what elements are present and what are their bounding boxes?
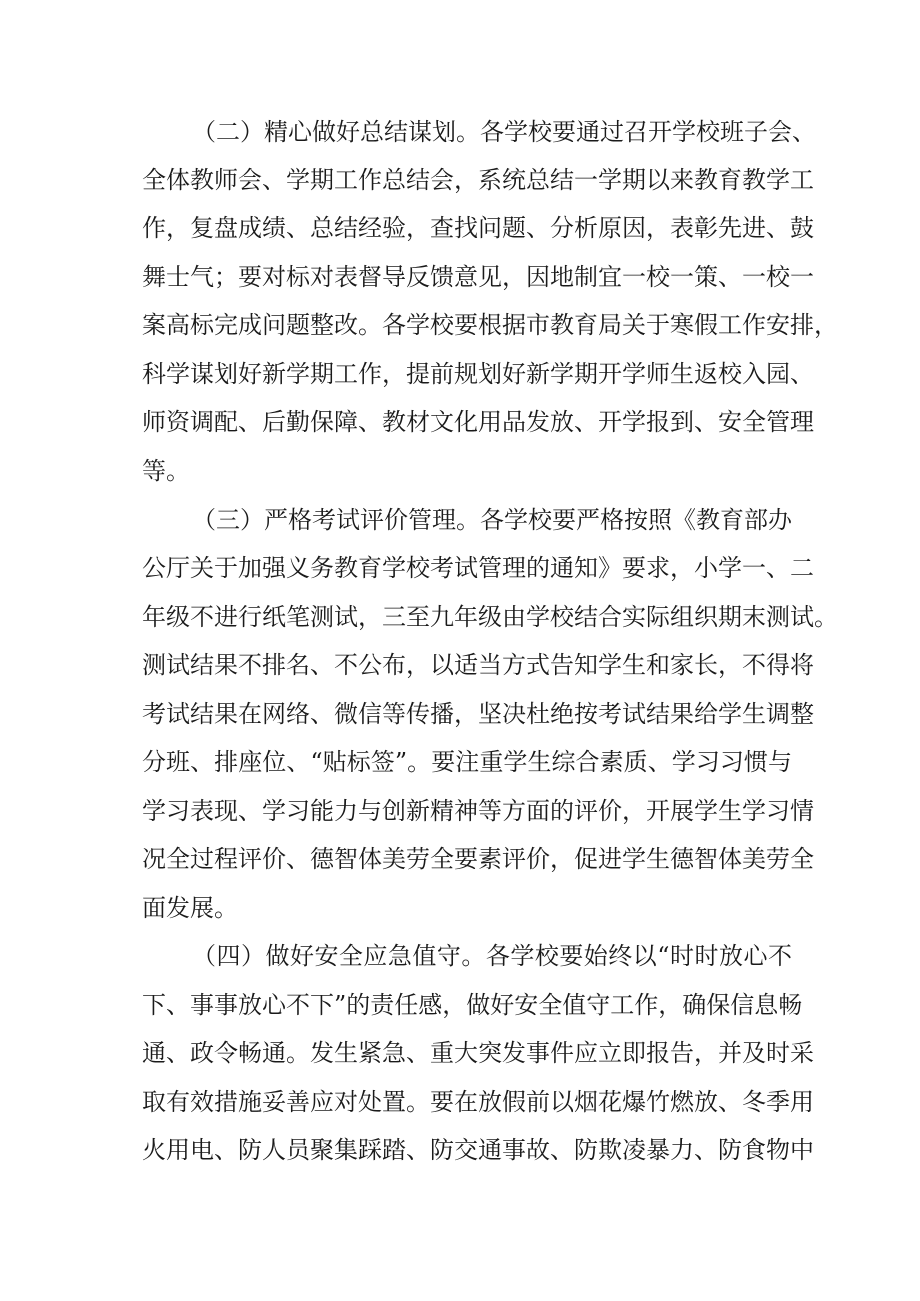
para-3-line-6: 分班、排座位、“贴标签”。要注重学生综合素质、学习习惯与: [142, 748, 792, 776]
para-2-line-6: 科学谋划好新学期工作，提前规划好新学期开学师生返校入园、: [142, 360, 814, 388]
para-3-line-9: 面发展。: [142, 894, 238, 922]
para-3-line-7: 学习表现、学习能力与创新精神等方面的评价，开展学生学习情: [142, 797, 814, 825]
para-3-line-5: 考试结果在网络、微信等传播，坚决杜绝按考试结果给学生调整: [142, 700, 814, 728]
para-4-line-4: 取有效措施妥善应对处置。要在放假前以烟花爆竹燃放、冬季用: [142, 1088, 814, 1116]
para-2-line-1: （二）精心做好总结谋划。各学校要通过召开学校班子会、: [192, 118, 816, 146]
para-3-line-3: 年级不进行纸笔测试，三至九年级由学校结合实际组织期末测试。: [142, 603, 838, 631]
para-3-line-4: 测试结果不排名、不公布，以适当方式告知学生和家长，不得将: [142, 651, 814, 679]
para-3-line-8: 况全过程评价、德智体美劳全要素评价，促进学生德智体美劳全: [142, 845, 814, 873]
para-4-line-1: （四）做好安全应急值守。各学校要始终以“时时放心不: [192, 942, 792, 970]
para-2-line-7: 师资调配、后勤保障、教材文化用品发放、开学报到、安全管理: [142, 408, 814, 436]
para-4-line-3: 通、政令畅通。发生紧急、重大突发事件应立即报告，并及时采: [142, 1039, 814, 1067]
para-3-line-1: （三）严格考试评价管理。各学校要严格按照《教育部办: [192, 506, 792, 534]
para-2-line-8: 等。: [142, 457, 190, 485]
para-2-line-4: 舞士气；要对标对表督导反馈意见，因地制宜一校一策、一校一: [142, 263, 814, 291]
para-4-line-2: 下、事事放心不下”的责任感，做好安全值守工作，确保信息畅: [142, 991, 803, 1019]
para-4-line-5: 火用电、防人员聚集踩踏、防交通事故、防欺凌暴力、防食物中: [142, 1136, 814, 1164]
para-2-line-5: 案高标完成问题整改。各学校要根据市教育局关于寒假工作安排，: [142, 311, 838, 339]
para-2-line-3: 作，复盘成绩、总结经验，查找问题、分析原因，表彰先进、鼓: [142, 214, 814, 242]
para-3-line-2: 公厅关于加强义务教育学校考试管理的通知》要求，小学一、二: [142, 554, 814, 582]
para-2-line-2: 全体教师会、学期工作总结会，系统总结一学期以来教育教学工: [142, 166, 814, 194]
